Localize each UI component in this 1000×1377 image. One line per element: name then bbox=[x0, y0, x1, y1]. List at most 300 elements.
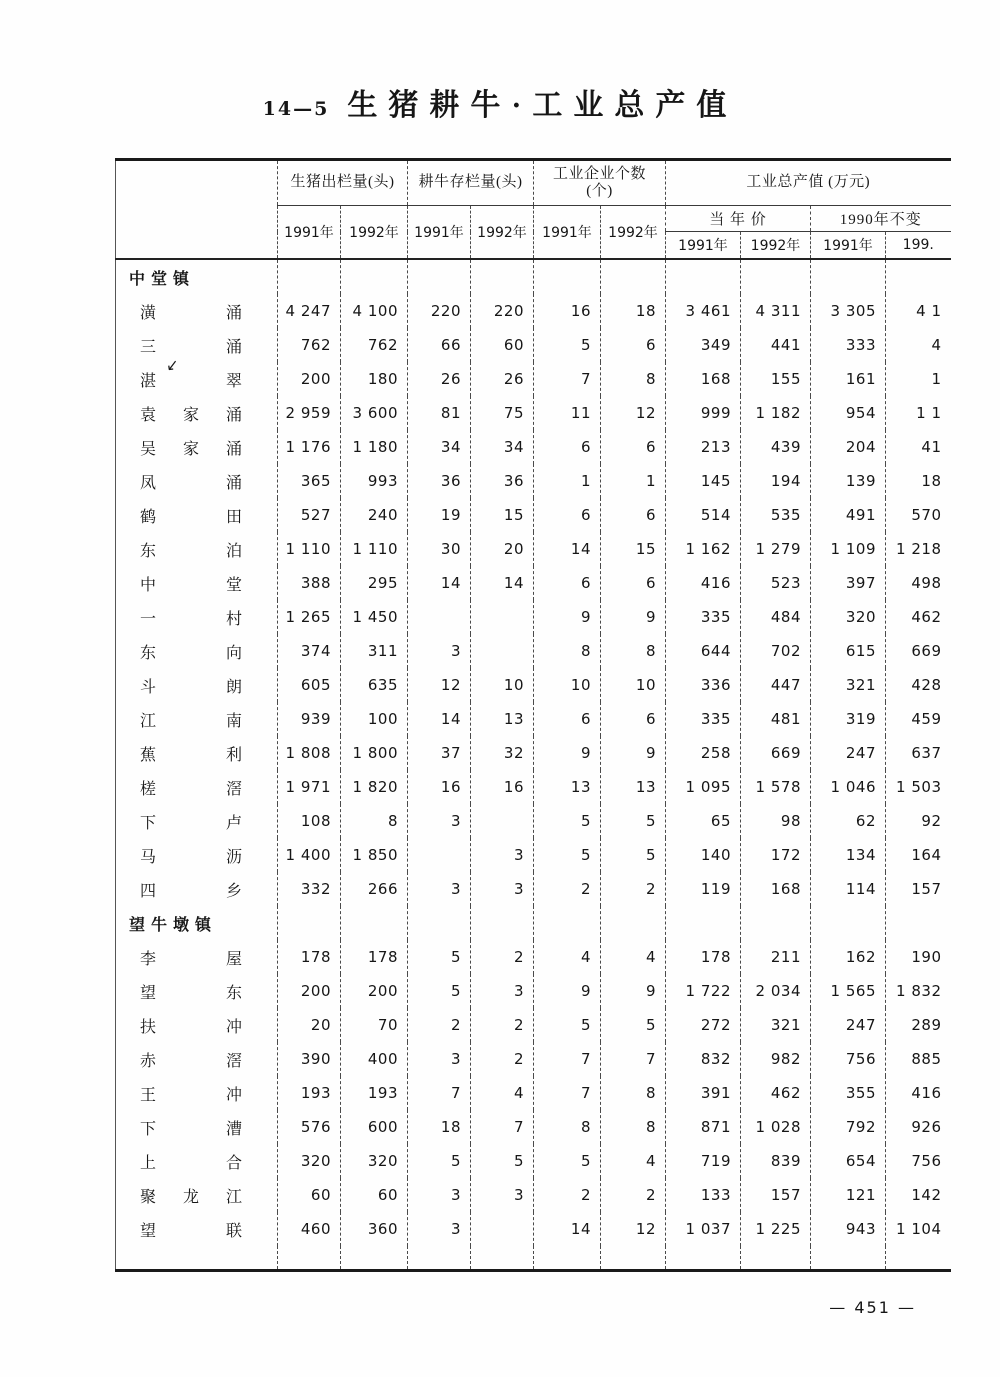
value-cell: 871 bbox=[666, 1110, 741, 1144]
value-cell: 669 bbox=[886, 634, 951, 668]
value-cell: 15 bbox=[601, 532, 666, 566]
subgroup-constant-price-1990: 1990年不变 bbox=[811, 206, 951, 232]
village-name: 四 乡 bbox=[140, 882, 242, 900]
value-cell: 193 bbox=[341, 1076, 408, 1110]
village-name: 下 漕 bbox=[140, 1120, 242, 1138]
value-cell: 5 bbox=[601, 838, 666, 872]
value-cell: 7 bbox=[471, 1110, 534, 1144]
value-cell bbox=[471, 634, 534, 668]
value-cell: 121 bbox=[811, 1178, 886, 1212]
value-cell: 5 bbox=[408, 940, 471, 974]
col-group-cattle: 耕牛存栏量(头) bbox=[408, 160, 534, 206]
value-cell: 4 bbox=[601, 940, 666, 974]
value-cell: 481 bbox=[741, 702, 811, 736]
value-cell: 333 bbox=[811, 328, 886, 362]
value-cell: 8 bbox=[534, 1110, 601, 1144]
value-cell: 1 028 bbox=[741, 1110, 811, 1144]
empty-cell bbox=[534, 259, 601, 294]
table-row bbox=[116, 328, 951, 362]
value-cell: 3 bbox=[408, 1178, 471, 1212]
value-cell: 65 bbox=[666, 804, 741, 838]
subgroup-current-price: 当 年 价 bbox=[666, 206, 811, 232]
value-cell: 220 bbox=[408, 294, 471, 328]
value-cell: 41 bbox=[886, 430, 951, 464]
table-row bbox=[116, 1178, 951, 1212]
value-cell: 7 bbox=[601, 1042, 666, 1076]
value-cell: 211 bbox=[741, 940, 811, 974]
value-cell: 100 bbox=[341, 702, 408, 736]
value-cell: 162 bbox=[811, 940, 886, 974]
table-row bbox=[116, 294, 951, 328]
value-cell: 4 247 bbox=[278, 294, 341, 328]
value-cell: 4 bbox=[886, 328, 951, 362]
value-cell: 8 bbox=[534, 634, 601, 668]
empty-cell bbox=[534, 906, 601, 940]
value-cell: 2 bbox=[601, 872, 666, 906]
value-cell: 605 bbox=[278, 668, 341, 702]
value-cell: 18 bbox=[886, 464, 951, 498]
table-row bbox=[116, 498, 951, 532]
empty-cell bbox=[408, 259, 471, 294]
value-cell: 1 104 bbox=[886, 1212, 951, 1246]
value-cell: 3 bbox=[408, 1042, 471, 1076]
empty-cell bbox=[741, 906, 811, 940]
value-cell: 178 bbox=[666, 940, 741, 974]
value-cell: 75 bbox=[471, 396, 534, 430]
value-cell: 9 bbox=[534, 974, 601, 1008]
value-cell: 142 bbox=[886, 1178, 951, 1212]
value-cell: 462 bbox=[741, 1076, 811, 1110]
table-row bbox=[116, 736, 951, 770]
value-cell: 1 971 bbox=[278, 770, 341, 804]
year-header: 199. bbox=[886, 232, 951, 260]
value-cell: 2 bbox=[471, 1008, 534, 1042]
value-cell: 60 bbox=[341, 1178, 408, 1212]
empty-cell bbox=[811, 259, 886, 294]
village-name: 潢 涌 bbox=[140, 304, 242, 322]
table-row bbox=[116, 974, 951, 1008]
value-cell: 1 037 bbox=[666, 1212, 741, 1246]
value-cell: 4 bbox=[601, 1144, 666, 1178]
value-cell: 654 bbox=[811, 1144, 886, 1178]
village-name: 望 联 bbox=[140, 1222, 242, 1240]
row-label-column-header bbox=[116, 160, 278, 260]
value-cell: 1 225 bbox=[741, 1212, 811, 1246]
value-cell: 2 bbox=[534, 872, 601, 906]
value-cell: 16 bbox=[534, 294, 601, 328]
value-cell: 600 bbox=[341, 1110, 408, 1144]
table-row bbox=[116, 838, 951, 872]
empty-cell bbox=[278, 1246, 341, 1271]
value-cell: 635 bbox=[341, 668, 408, 702]
value-cell: 70 bbox=[341, 1008, 408, 1042]
year-header: 1992年 bbox=[341, 206, 408, 260]
value-cell: 14 bbox=[471, 566, 534, 600]
value-cell: 4 bbox=[534, 940, 601, 974]
value-cell: 247 bbox=[811, 1008, 886, 1042]
value-cell: 943 bbox=[811, 1212, 886, 1246]
value-cell: 5 bbox=[534, 1008, 601, 1042]
value-cell: 756 bbox=[811, 1042, 886, 1076]
empty-cell bbox=[601, 906, 666, 940]
value-cell: 416 bbox=[886, 1076, 951, 1110]
value-cell: 20 bbox=[471, 532, 534, 566]
value-cell: 60 bbox=[278, 1178, 341, 1212]
value-cell: 576 bbox=[278, 1110, 341, 1144]
value-cell: 12 bbox=[408, 668, 471, 702]
value-cell: 8 bbox=[601, 634, 666, 668]
value-cell: 266 bbox=[341, 872, 408, 906]
value-cell: 462 bbox=[886, 600, 951, 634]
value-cell: 669 bbox=[741, 736, 811, 770]
table-row bbox=[116, 362, 951, 396]
value-cell: 16 bbox=[408, 770, 471, 804]
value-cell: 1 850 bbox=[341, 838, 408, 872]
value-cell: 34 bbox=[471, 430, 534, 464]
value-cell: 13 bbox=[471, 702, 534, 736]
value-cell: 26 bbox=[408, 362, 471, 396]
value-cell: 439 bbox=[741, 430, 811, 464]
value-cell: 1 110 bbox=[278, 532, 341, 566]
value-cell: 139 bbox=[811, 464, 886, 498]
table-header bbox=[116, 160, 951, 260]
empty-cell bbox=[341, 1246, 408, 1271]
table-row bbox=[116, 464, 951, 498]
value-cell: 644 bbox=[666, 634, 741, 668]
table-body bbox=[116, 259, 951, 1271]
value-cell: 5 bbox=[534, 804, 601, 838]
value-cell: 6 bbox=[601, 498, 666, 532]
value-cell: 523 bbox=[741, 566, 811, 600]
table-row bbox=[116, 430, 951, 464]
value-cell: 637 bbox=[886, 736, 951, 770]
table-row bbox=[116, 396, 951, 430]
value-cell: 5 bbox=[534, 838, 601, 872]
value-cell: 36 bbox=[471, 464, 534, 498]
empty-cell bbox=[471, 906, 534, 940]
value-cell: 3 bbox=[408, 804, 471, 838]
empty-cell bbox=[341, 259, 408, 294]
value-cell: 1 176 bbox=[278, 430, 341, 464]
value-cell: 719 bbox=[666, 1144, 741, 1178]
value-cell: 14 bbox=[408, 566, 471, 600]
year-header: 1991年 bbox=[534, 206, 601, 260]
village-name: 东 泊 bbox=[140, 542, 242, 560]
value-cell: 213 bbox=[666, 430, 741, 464]
value-cell: 119 bbox=[666, 872, 741, 906]
spacer-row bbox=[116, 1246, 951, 1271]
value-cell: 8 bbox=[601, 1076, 666, 1110]
value-cell: 134 bbox=[811, 838, 886, 872]
value-cell: 6 bbox=[534, 498, 601, 532]
value-cell: 428 bbox=[886, 668, 951, 702]
value-cell: 18 bbox=[408, 1110, 471, 1144]
value-cell: 388 bbox=[278, 566, 341, 600]
value-cell: 3 bbox=[408, 634, 471, 668]
village-name: 扶 冲 bbox=[140, 1018, 242, 1036]
value-cell: 491 bbox=[811, 498, 886, 532]
value-cell: 1 832 bbox=[886, 974, 951, 1008]
village-name: 一 村 bbox=[140, 610, 242, 628]
value-cell: 240 bbox=[341, 498, 408, 532]
value-cell: 527 bbox=[278, 498, 341, 532]
empty-cell bbox=[601, 259, 666, 294]
value-cell: 2 bbox=[601, 1178, 666, 1212]
value-cell: 332 bbox=[278, 872, 341, 906]
village-name: 上 合 bbox=[140, 1154, 242, 1172]
value-cell: 2 bbox=[534, 1178, 601, 1212]
value-cell: 321 bbox=[811, 668, 886, 702]
value-cell: 1 bbox=[534, 464, 601, 498]
value-cell: 168 bbox=[666, 362, 741, 396]
year-header: 1992年 bbox=[471, 206, 534, 260]
empty-cell bbox=[471, 1246, 534, 1271]
value-cell: 2 bbox=[471, 940, 534, 974]
value-cell: 220 bbox=[471, 294, 534, 328]
village-name: 赤 滘 bbox=[140, 1052, 242, 1070]
value-cell: 204 bbox=[811, 430, 886, 464]
value-cell: 9 bbox=[601, 600, 666, 634]
value-cell: 3 bbox=[471, 838, 534, 872]
value-cell: 11 bbox=[534, 396, 601, 430]
village-name: 下 卢 bbox=[140, 814, 242, 832]
section-row bbox=[116, 906, 951, 940]
value-cell: 792 bbox=[811, 1110, 886, 1144]
value-cell: 164 bbox=[886, 838, 951, 872]
year-header: 1991年 bbox=[408, 206, 471, 260]
value-cell: 9 bbox=[534, 736, 601, 770]
value-cell: 3 bbox=[471, 974, 534, 1008]
value-cell: 5 bbox=[534, 328, 601, 362]
value-cell: 839 bbox=[741, 1144, 811, 1178]
value-cell: 1 450 bbox=[341, 600, 408, 634]
value-cell: 535 bbox=[741, 498, 811, 532]
value-cell: 320 bbox=[341, 1144, 408, 1178]
village-name: 湛 翠 bbox=[140, 372, 242, 390]
empty-cell bbox=[666, 1246, 741, 1271]
value-cell: 6 bbox=[534, 566, 601, 600]
value-cell: 10 bbox=[471, 668, 534, 702]
value-cell: 1 722 bbox=[666, 974, 741, 1008]
value-cell: 459 bbox=[886, 702, 951, 736]
value-cell: 180 bbox=[341, 362, 408, 396]
table-row bbox=[116, 1008, 951, 1042]
value-cell: 5 bbox=[534, 1144, 601, 1178]
value-cell: 1 279 bbox=[741, 532, 811, 566]
value-cell: 391 bbox=[666, 1076, 741, 1110]
value-cell: 8 bbox=[601, 362, 666, 396]
value-cell: 145 bbox=[666, 464, 741, 498]
value-cell: 335 bbox=[666, 600, 741, 634]
value-cell: 155 bbox=[741, 362, 811, 396]
year-header: 1992年 bbox=[741, 232, 811, 260]
value-cell: 178 bbox=[341, 940, 408, 974]
value-cell: 133 bbox=[666, 1178, 741, 1212]
value-cell: 832 bbox=[666, 1042, 741, 1076]
page-number: — 451 — bbox=[829, 1298, 916, 1317]
value-cell: 4 100 bbox=[341, 294, 408, 328]
value-cell: 1 808 bbox=[278, 736, 341, 770]
col-group-enterprises: 工业企业个数 (个) bbox=[534, 160, 666, 206]
value-cell: 60 bbox=[471, 328, 534, 362]
table-row bbox=[116, 940, 951, 974]
value-cell: 1 265 bbox=[278, 600, 341, 634]
value-cell: 1 400 bbox=[278, 838, 341, 872]
value-cell: 319 bbox=[811, 702, 886, 736]
empty-cell bbox=[886, 1246, 951, 1271]
village-name: 王 冲 bbox=[140, 1086, 242, 1104]
value-cell: 1 1 bbox=[886, 396, 951, 430]
value-cell: 365 bbox=[278, 464, 341, 498]
value-cell bbox=[408, 838, 471, 872]
village-name: 聚 龙 江 bbox=[140, 1188, 242, 1206]
value-cell: 447 bbox=[741, 668, 811, 702]
value-cell: 1 bbox=[886, 362, 951, 396]
value-cell: 993 bbox=[341, 464, 408, 498]
value-cell: 18 bbox=[601, 294, 666, 328]
handwritten-arrow-mark: ↙ bbox=[164, 355, 180, 375]
value-cell: 295 bbox=[341, 566, 408, 600]
table-row bbox=[116, 1076, 951, 1110]
village-name: 江 南 bbox=[140, 712, 242, 730]
value-cell: 1 162 bbox=[666, 532, 741, 566]
value-cell: 1 110 bbox=[341, 532, 408, 566]
value-cell: 14 bbox=[408, 702, 471, 736]
value-cell: 247 bbox=[811, 736, 886, 770]
value-cell: 374 bbox=[278, 634, 341, 668]
value-cell: 1 218 bbox=[886, 532, 951, 566]
value-cell: 3 bbox=[471, 1178, 534, 1212]
value-cell: 336 bbox=[666, 668, 741, 702]
col-group-output-value: 工业总产值 (万元) bbox=[666, 160, 951, 206]
empty-cell bbox=[601, 1246, 666, 1271]
value-cell: 6 bbox=[534, 430, 601, 464]
empty-cell bbox=[741, 1246, 811, 1271]
value-cell: 9 bbox=[601, 736, 666, 770]
value-cell: 108 bbox=[278, 804, 341, 838]
value-cell: 157 bbox=[741, 1178, 811, 1212]
empty-cell bbox=[341, 906, 408, 940]
col-group-pigs: 生猪出栏量(头) bbox=[278, 160, 408, 206]
value-cell: 954 bbox=[811, 396, 886, 430]
value-cell: 200 bbox=[341, 974, 408, 1008]
value-cell: 9 bbox=[601, 974, 666, 1008]
table-row bbox=[116, 702, 951, 736]
value-cell: 5 bbox=[601, 804, 666, 838]
value-cell: 161 bbox=[811, 362, 886, 396]
year-header: 1991年 bbox=[811, 232, 886, 260]
table-row bbox=[116, 668, 951, 702]
value-cell: 3 bbox=[471, 872, 534, 906]
value-cell: 1 095 bbox=[666, 770, 741, 804]
village-name: 斗 朗 bbox=[140, 678, 242, 696]
value-cell: 168 bbox=[741, 872, 811, 906]
value-cell: 3 461 bbox=[666, 294, 741, 328]
value-cell: 320 bbox=[278, 1144, 341, 1178]
value-cell: 37 bbox=[408, 736, 471, 770]
value-cell: 1 046 bbox=[811, 770, 886, 804]
empty-cell bbox=[811, 1246, 886, 1271]
value-cell: 19 bbox=[408, 498, 471, 532]
value-cell: 5 bbox=[408, 1144, 471, 1178]
value-cell: 172 bbox=[741, 838, 811, 872]
value-cell: 5 bbox=[601, 1008, 666, 1042]
value-cell: 1 109 bbox=[811, 532, 886, 566]
value-cell: 4 1 bbox=[886, 294, 951, 328]
value-cell: 570 bbox=[886, 498, 951, 532]
village-name: 凤 涌 bbox=[140, 474, 242, 492]
value-cell: 3 305 bbox=[811, 294, 886, 328]
value-cell: 355 bbox=[811, 1076, 886, 1110]
empty-cell bbox=[886, 906, 951, 940]
section-row bbox=[116, 259, 951, 294]
value-cell: 615 bbox=[811, 634, 886, 668]
value-cell: 13 bbox=[534, 770, 601, 804]
table-row bbox=[116, 770, 951, 804]
section-header: 望牛墩镇 bbox=[129, 916, 218, 934]
empty-cell bbox=[278, 906, 341, 940]
value-cell: 3 600 bbox=[341, 396, 408, 430]
value-cell bbox=[471, 1212, 534, 1246]
value-cell: 12 bbox=[601, 1212, 666, 1246]
value-cell: 14 bbox=[534, 1212, 601, 1246]
value-cell: 10 bbox=[534, 668, 601, 702]
value-cell: 98 bbox=[741, 804, 811, 838]
value-cell: 7 bbox=[534, 362, 601, 396]
value-cell: 1 565 bbox=[811, 974, 886, 1008]
value-cell: 3 bbox=[408, 1212, 471, 1246]
value-cell: 6 bbox=[601, 566, 666, 600]
empty-cell bbox=[666, 259, 741, 294]
value-cell: 6 bbox=[601, 702, 666, 736]
empty-cell bbox=[116, 1246, 278, 1271]
village-name: 袁 家 涌 bbox=[140, 406, 242, 424]
value-cell: 8 bbox=[601, 1110, 666, 1144]
value-cell: 1 503 bbox=[886, 770, 951, 804]
village-name: 鹤 田 bbox=[140, 508, 242, 526]
table-row bbox=[116, 600, 951, 634]
value-cell: 200 bbox=[278, 974, 341, 1008]
value-cell: 514 bbox=[666, 498, 741, 532]
value-cell: 2 034 bbox=[741, 974, 811, 1008]
value-cell: 190 bbox=[886, 940, 951, 974]
value-cell: 200 bbox=[278, 362, 341, 396]
value-cell: 2 bbox=[471, 1042, 534, 1076]
table-row bbox=[116, 1144, 951, 1178]
value-cell: 34 bbox=[408, 430, 471, 464]
table-row bbox=[116, 532, 951, 566]
value-cell: 484 bbox=[741, 600, 811, 634]
value-cell: 939 bbox=[278, 702, 341, 736]
table-row bbox=[116, 1212, 951, 1246]
value-cell: 320 bbox=[811, 600, 886, 634]
empty-cell bbox=[408, 1246, 471, 1271]
value-cell: 7 bbox=[408, 1076, 471, 1110]
village-name: 三 涌 bbox=[140, 338, 242, 356]
value-cell: 272 bbox=[666, 1008, 741, 1042]
table-row bbox=[116, 872, 951, 906]
value-cell: 1 578 bbox=[741, 770, 811, 804]
value-cell: 6 bbox=[601, 430, 666, 464]
table-row bbox=[116, 1110, 951, 1144]
value-cell: 258 bbox=[666, 736, 741, 770]
empty-cell bbox=[811, 906, 886, 940]
value-cell: 702 bbox=[741, 634, 811, 668]
value-cell: 157 bbox=[886, 872, 951, 906]
value-cell: 12 bbox=[601, 396, 666, 430]
value-cell: 193 bbox=[278, 1076, 341, 1110]
year-header: 1992年 bbox=[601, 206, 666, 260]
